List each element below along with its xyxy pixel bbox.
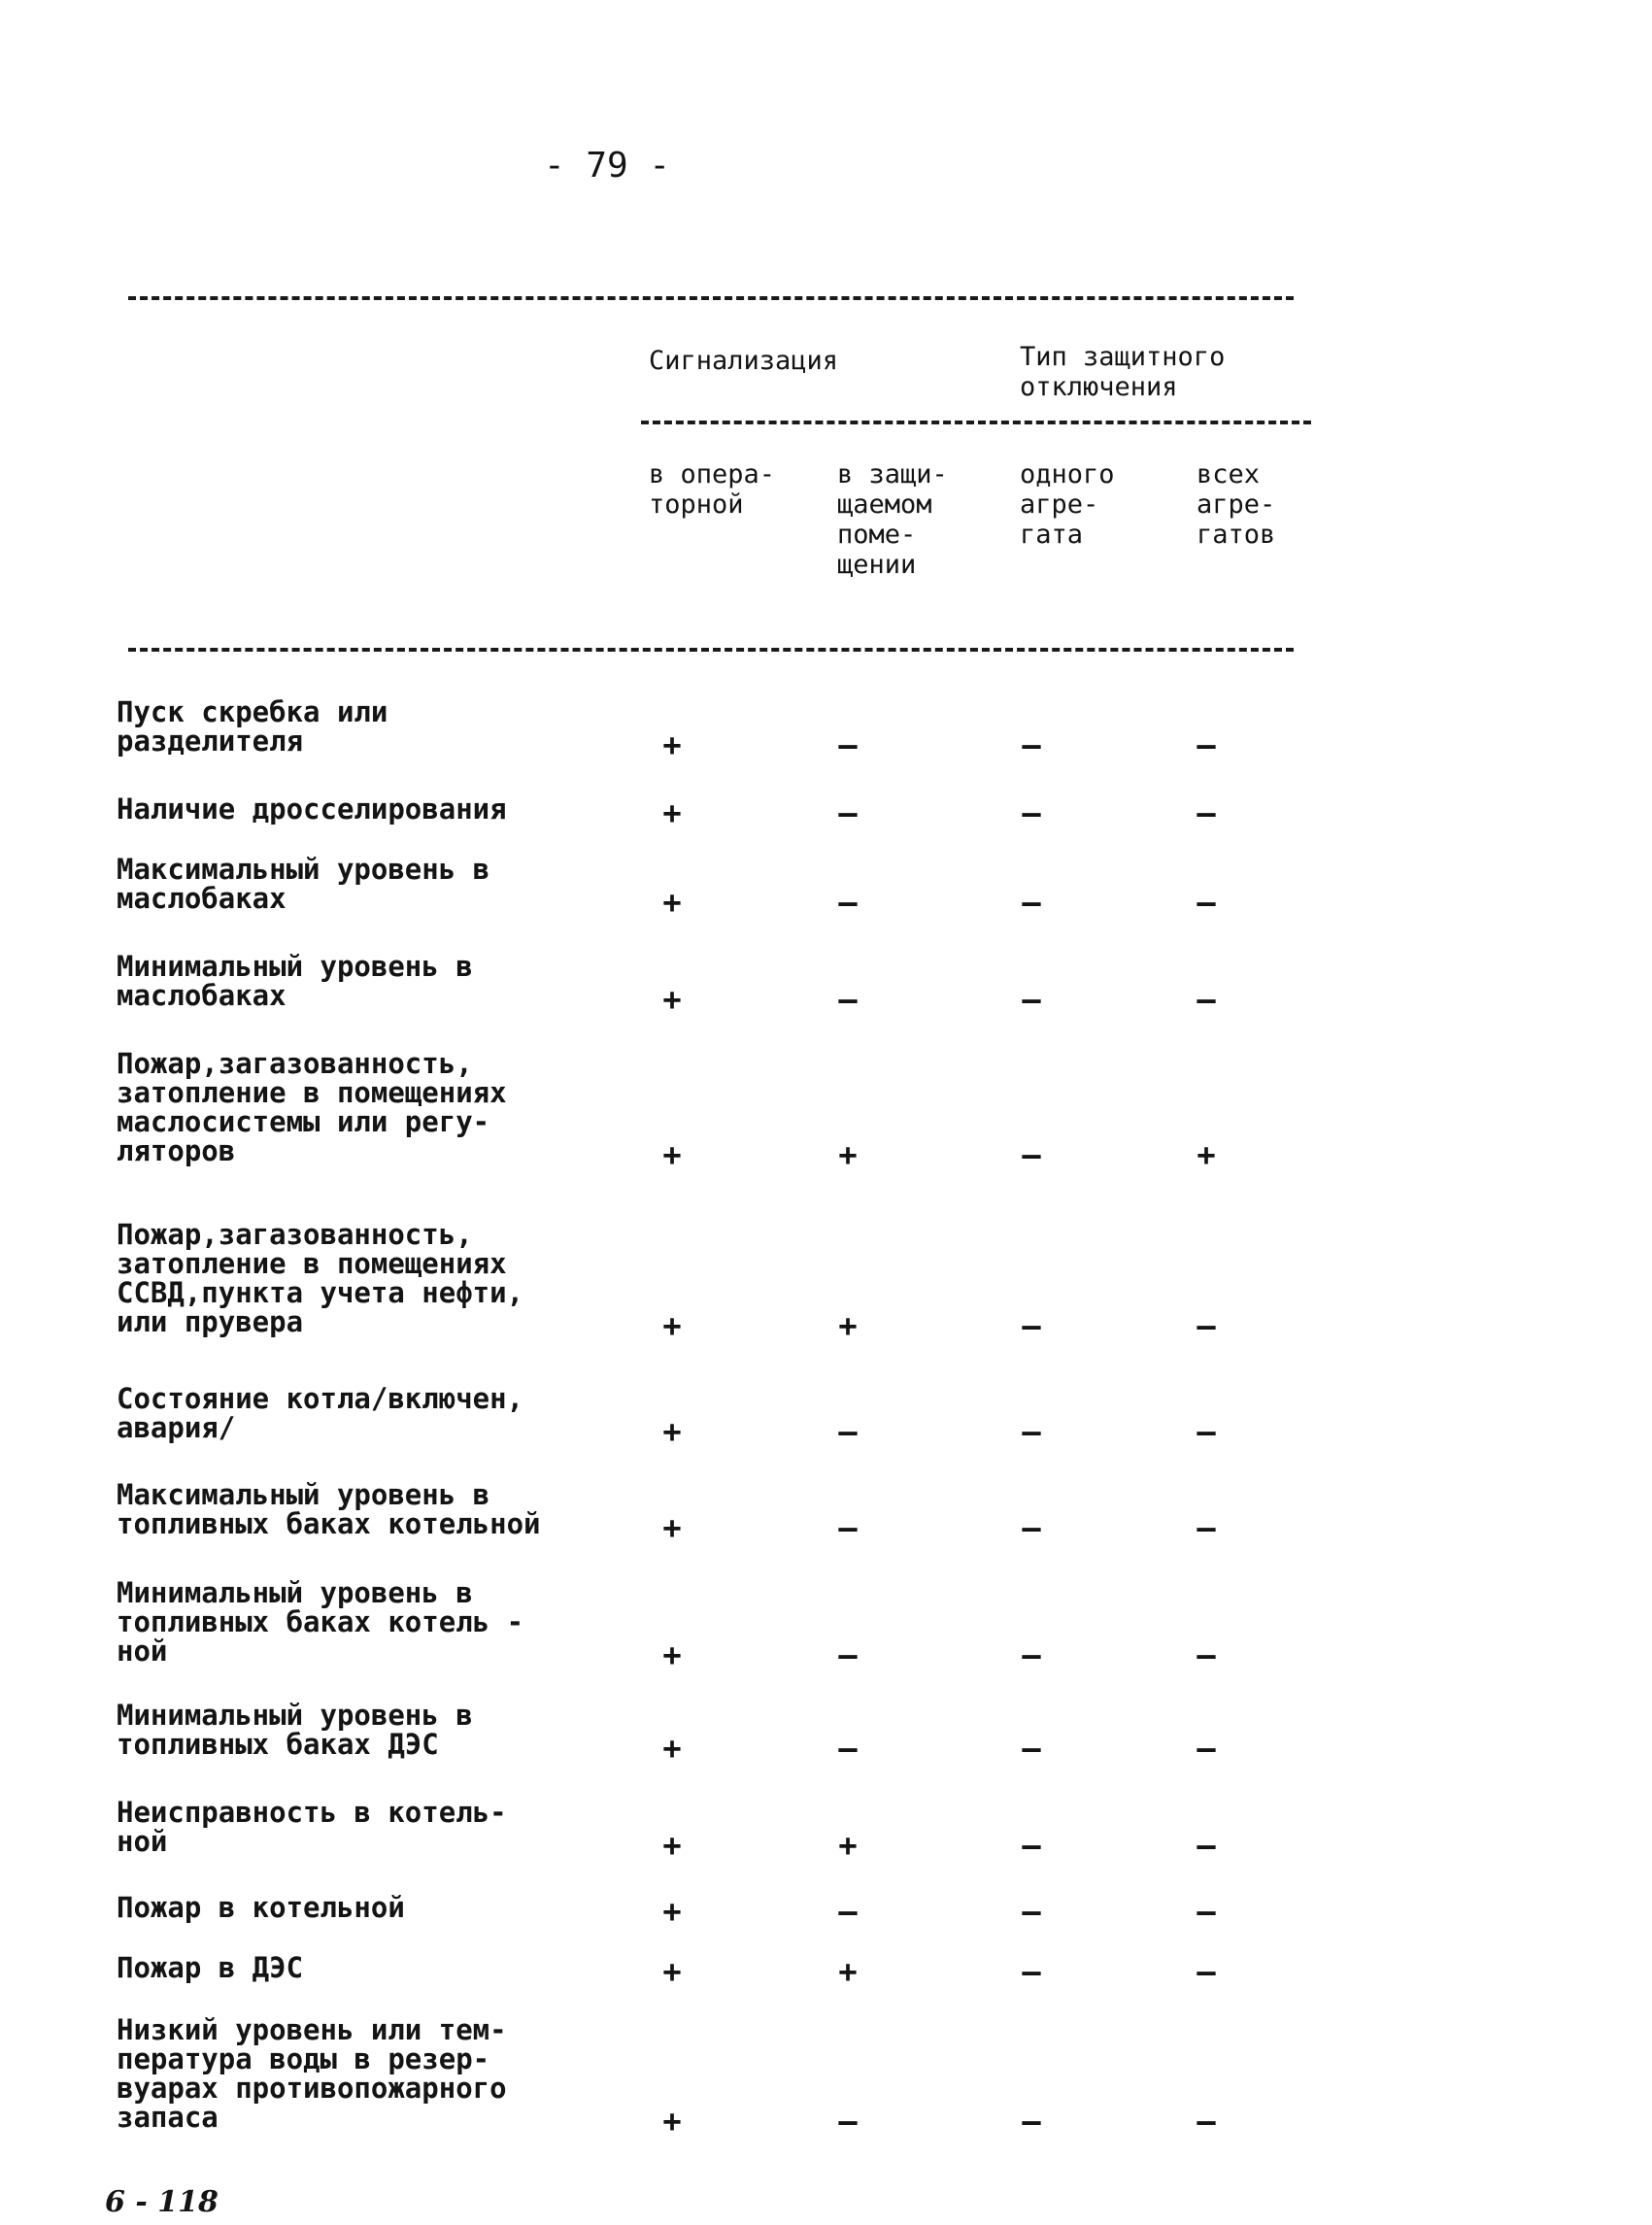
- cell-mark: +: [662, 1636, 682, 1673]
- row-label: Минимальный уровень в топливных баках ДЭС: [117, 1699, 473, 1761]
- row-label: Низкий уровень или тем- пература воды в резер- вуарах противопожарного запаса: [117, 2013, 507, 2134]
- cell-mark: +: [662, 1893, 682, 1930]
- cell-mark: –: [838, 1893, 858, 1930]
- cell-mark: –: [838, 2103, 858, 2140]
- cell-mark: –: [1197, 884, 1216, 921]
- cell-mark: –: [1022, 1509, 1041, 1546]
- cell-mark: –: [1022, 794, 1041, 831]
- cell-mark: –: [1022, 1893, 1041, 1930]
- page-number: - 79 -: [544, 146, 671, 185]
- sub-header-all-units: всех агре- гатов: [1197, 459, 1276, 550]
- row-label: Минимальный уровень в маслобаках: [117, 950, 473, 1012]
- cell-mark: –: [1022, 884, 1041, 921]
- cell-mark: –: [1197, 726, 1216, 763]
- cell-mark: +: [662, 2103, 682, 2140]
- row-label: Неисправность в котель- ной: [117, 1796, 507, 1858]
- cell-mark: +: [662, 726, 682, 763]
- cell-mark: –: [1197, 1730, 1216, 1767]
- cell-mark: –: [838, 884, 858, 921]
- row-label: Пуск скребка или разделителя: [117, 695, 388, 758]
- sub-header-operator-room: в опера- торной: [649, 459, 776, 520]
- cell-mark: –: [1197, 981, 1216, 1018]
- header-mid-rule: [641, 421, 1311, 424]
- sub-header-single-unit: одного агре- гата: [1020, 459, 1115, 550]
- cell-mark: +: [662, 1136, 682, 1173]
- cell-mark: –: [1197, 2103, 1216, 2140]
- cell-mark: –: [1022, 726, 1041, 763]
- cell-mark: –: [1197, 1307, 1216, 1344]
- cell-mark: +: [838, 1307, 858, 1344]
- cell-mark: +: [662, 981, 682, 1018]
- cell-mark: +: [662, 884, 682, 921]
- table-top-rule: [128, 296, 1294, 300]
- cell-mark: –: [838, 1509, 858, 1546]
- cell-mark: –: [838, 794, 858, 831]
- cell-mark: –: [1197, 1893, 1216, 1930]
- cell-mark: +: [1197, 1136, 1216, 1173]
- sub-header-protected-room: в защи- щаемом поме- щении: [837, 459, 948, 580]
- cell-mark: +: [662, 1953, 682, 1990]
- cell-mark: –: [1022, 1730, 1041, 1767]
- cell-mark: +: [838, 1827, 858, 1864]
- cell-mark: +: [662, 1730, 682, 1767]
- row-label: Состояние котла/включен, авария/: [117, 1382, 524, 1444]
- cell-mark: –: [1197, 1827, 1216, 1864]
- cell-mark: –: [1197, 1413, 1216, 1450]
- row-label: Пожар,загазованность, затопление в помещениях ССВД,пункта учета нефти, или пруверa: [117, 1218, 524, 1338]
- cell-mark: –: [838, 726, 858, 763]
- cell-mark: –: [1022, 1827, 1041, 1864]
- row-label: Максимальный уровень в топливных баках котельной: [117, 1478, 541, 1540]
- cell-mark: –: [1022, 1307, 1041, 1344]
- cell-mark: +: [662, 1509, 682, 1546]
- group-header-trip: Тип защитного отключения: [1020, 342, 1226, 402]
- cell-mark: –: [1022, 2103, 1041, 2140]
- cell-mark: –: [1022, 981, 1041, 1018]
- row-label: Пожар,загазованность, затопление в помещениях маслосистемы или регу- ляторов: [117, 1047, 507, 1167]
- cell-mark: +: [662, 1413, 682, 1450]
- row-label: Максимальный уровень в маслобаках: [117, 853, 490, 915]
- cell-mark: –: [1197, 1636, 1216, 1673]
- row-label: Пожар в котельной: [117, 1891, 405, 1924]
- cell-mark: –: [1022, 1413, 1041, 1450]
- header-bottom-rule: [128, 648, 1294, 652]
- cell-mark: +: [838, 1136, 858, 1173]
- cell-mark: –: [1022, 1136, 1041, 1173]
- cell-mark: +: [662, 1307, 682, 1344]
- footer-code: 6 - 118: [105, 2185, 219, 2219]
- cell-mark: +: [838, 1953, 858, 1990]
- row-label: Минимальный уровень в топливных баках котель - ной: [117, 1576, 524, 1668]
- cell-mark: –: [1197, 1509, 1216, 1546]
- row-label: Наличие дросселирования: [117, 792, 507, 826]
- cell-mark: –: [838, 981, 858, 1018]
- cell-mark: –: [838, 1636, 858, 1673]
- cell-mark: +: [662, 1827, 682, 1864]
- cell-mark: –: [1197, 794, 1216, 831]
- row-label: Пожар в ДЭС: [117, 1951, 304, 1984]
- cell-mark: –: [1197, 1953, 1216, 1990]
- cell-mark: –: [1022, 1953, 1041, 1990]
- cell-mark: –: [838, 1730, 858, 1767]
- group-header-signal: Сигнализация: [649, 346, 839, 376]
- cell-mark: –: [1022, 1636, 1041, 1673]
- cell-mark: +: [662, 794, 682, 831]
- cell-mark: –: [838, 1413, 858, 1450]
